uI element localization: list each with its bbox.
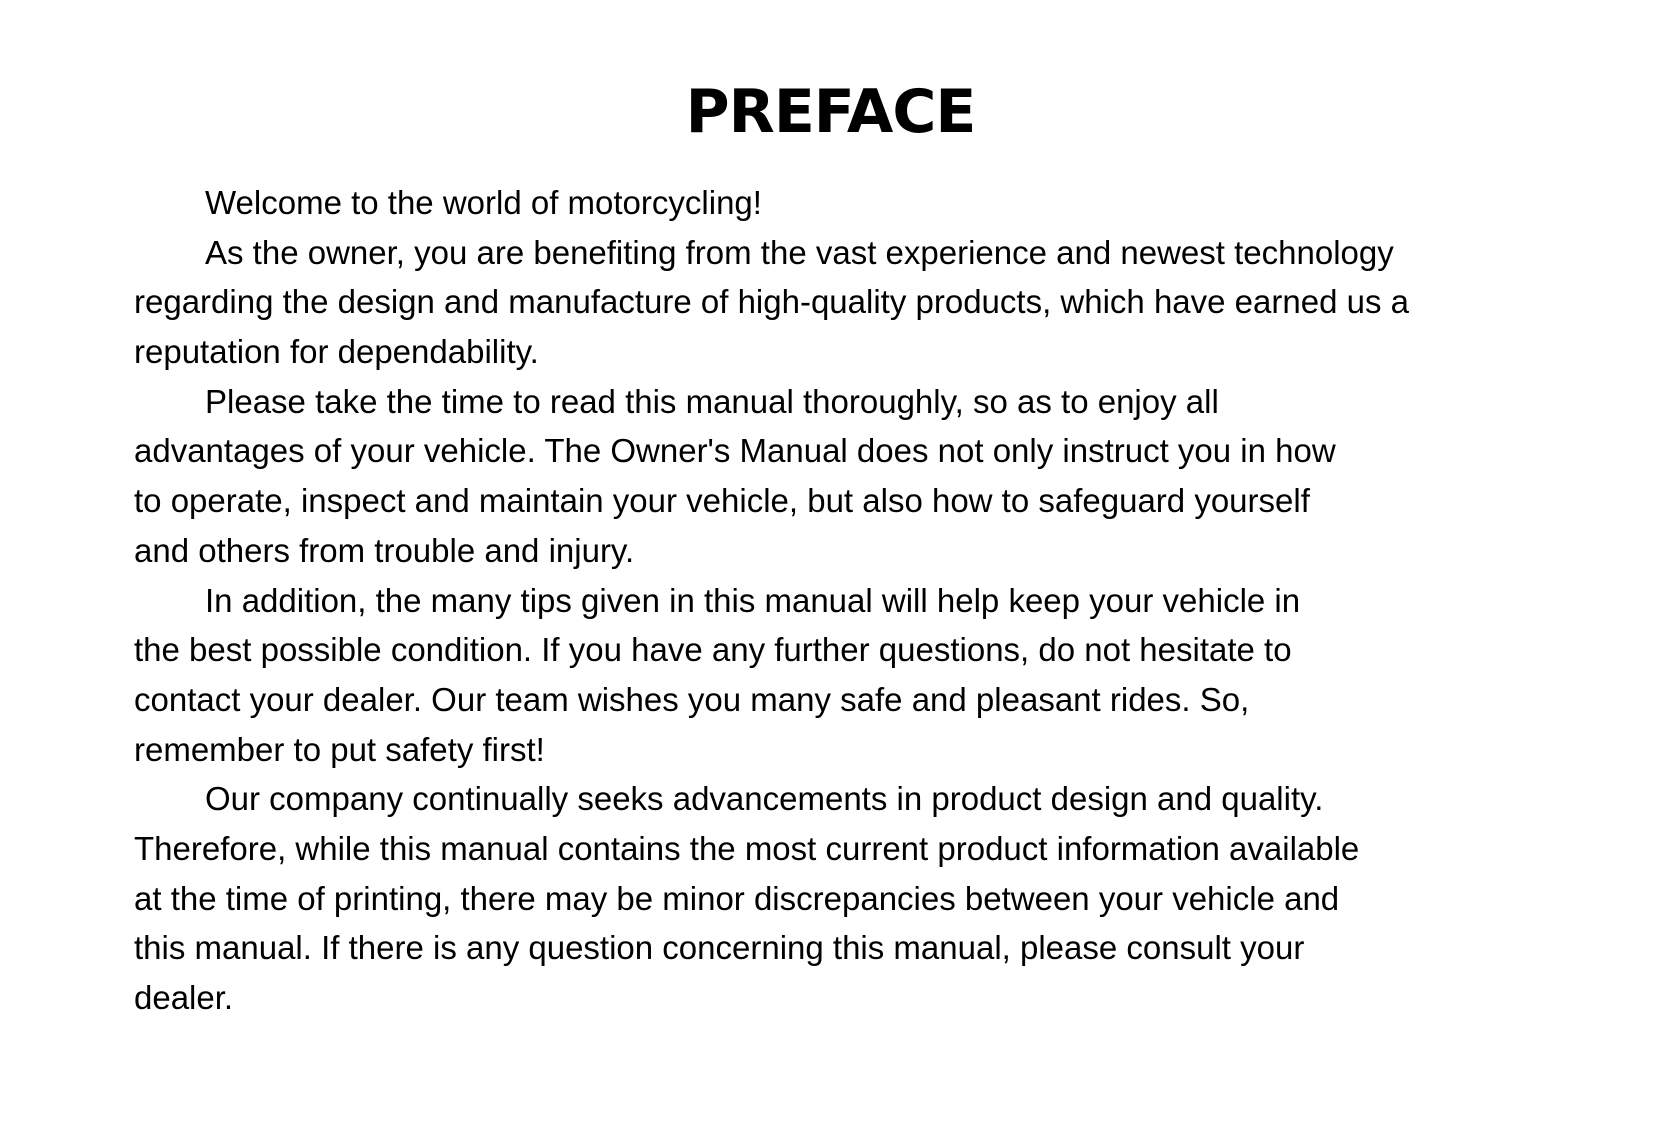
paragraph-line: contact your dealer. Our team wishes you many safe and pleasant rides. So, <box>134 680 1250 718</box>
paragraph-advancements <box>134 774 1534 1022</box>
paragraph-line: remember to put safety first! <box>134 730 545 768</box>
paragraph-line: Welcome to the world of motorcycling! <box>205 184 762 221</box>
paragraph-owner <box>134 228 1534 377</box>
paragraph-welcome <box>134 178 1534 228</box>
paragraph-line: at the time of printing, there may be minor discrepancies between your vehicle and <box>134 879 1340 917</box>
paragraph-line: As the owner, you are benefiting from the vast experience and newest technology <box>205 233 1394 271</box>
paragraph-line: the best possible condition. If you have any further questions, do not hesitate to <box>134 631 1292 669</box>
paragraph-line: reputation for dependability. <box>134 333 539 371</box>
paragraph-tips <box>134 576 1534 775</box>
page-title: PREFACE <box>685 77 976 147</box>
paragraph-read-manual <box>134 377 1534 576</box>
paragraph-line: and others from trouble and injury. <box>134 531 635 569</box>
paragraph-line: regarding the design and manufacture of high-quality products, which have earned us a <box>134 283 1409 321</box>
paragraph-line: advantages of your vehicle. The Owner's Manual does not only instruct you in how <box>134 432 1336 470</box>
paragraph-line: Therefore, while this manual contains the most current product information available <box>134 829 1360 867</box>
preface-body <box>134 178 1534 1023</box>
paragraph-line: In addition, the many tips given in this manual will help keep your vehicle in <box>205 581 1301 619</box>
paragraph-line: to operate, inspect and maintain your vehicle, but also how to safeguard yourself <box>134 482 1310 520</box>
paragraph-line: Please take the time to read this manual thoroughly, so as to enjoy all <box>205 382 1219 420</box>
paragraph-line: dealer. <box>134 979 234 1016</box>
paragraph-line: this manual. If there is any question concerning this manual, please consult your <box>134 929 1305 967</box>
paragraph-line: Our company continually seeks advancements in product design and quality. <box>205 780 1324 818</box>
